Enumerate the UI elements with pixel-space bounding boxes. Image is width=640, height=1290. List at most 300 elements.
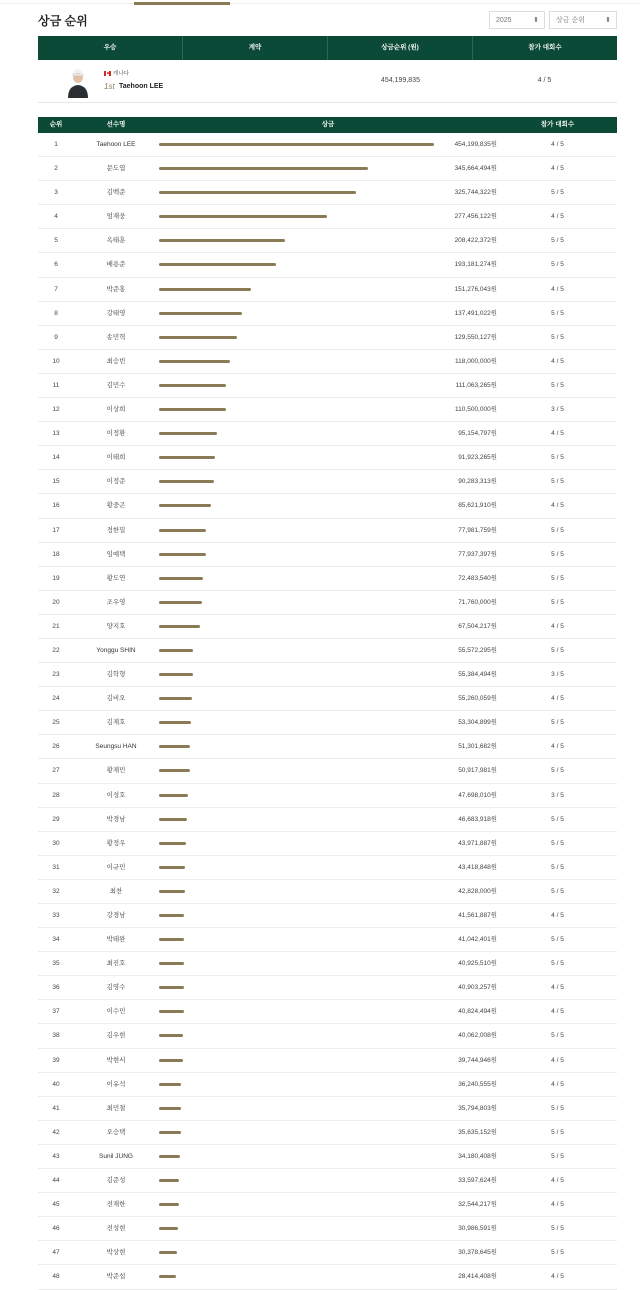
rank-cell: 5 (54, 237, 58, 245)
player-name-cell[interactable]: 전성현 (106, 1225, 126, 1233)
player-name-cell[interactable]: 강태영 (106, 309, 126, 317)
player-name-cell[interactable]: 박준섭 (106, 1273, 126, 1281)
events-cell: 3 / 5 (551, 791, 564, 799)
prize-money-cell: 129,550,127원 (454, 333, 497, 341)
prize-bar (159, 1275, 176, 1278)
table-row[interactable] (38, 639, 617, 663)
table-row[interactable] (38, 952, 617, 976)
events-cell: 4 / 5 (551, 1008, 564, 1016)
prize-bar (159, 794, 188, 797)
table-row[interactable] (38, 374, 617, 398)
player-name-cell[interactable]: 최승빈 (106, 357, 126, 365)
table-row[interactable] (38, 205, 617, 229)
prize-money-cell: 325,744,322원 (454, 189, 497, 197)
winner-events: 4 / 5 (537, 77, 552, 84)
prize-bar (159, 191, 356, 194)
events-cell: 5 / 5 (551, 237, 564, 245)
prize-money-cell: 95,154,797원 (458, 430, 497, 438)
table-row[interactable] (38, 1121, 617, 1145)
events-cell: 3 / 5 (551, 671, 564, 679)
prize-money-cell: 43,418,848원 (458, 863, 497, 871)
table-row[interactable] (38, 1169, 617, 1193)
player-name-cell[interactable]: 황중곤 (106, 502, 126, 510)
table-row[interactable] (38, 832, 617, 856)
table-row[interactable] (38, 422, 617, 446)
table-row[interactable] (38, 615, 617, 639)
table-row[interactable] (38, 1193, 617, 1217)
prize-money-cell: 90,283,313원 (458, 478, 497, 486)
table-row[interactable] (38, 519, 617, 543)
events-cell: 4 / 5 (551, 430, 564, 438)
prize-money-cell: 118,000,000원 (455, 357, 497, 365)
rank-cell: 39 (52, 1056, 60, 1064)
prize-bar (159, 1203, 179, 1206)
rank-cell: 47 (52, 1249, 60, 1257)
table-row[interactable] (38, 1097, 617, 1121)
player-name-cell[interactable]: 최민철 (106, 1104, 126, 1112)
player-photo[interactable] (64, 64, 92, 98)
prize-money-cell: 151,276,043원 (454, 285, 497, 293)
player-name-cell[interactable]: 김학형 (106, 671, 126, 679)
events-cell: 5 / 5 (551, 719, 564, 727)
prize-money-cell: 36,240,555원 (458, 1080, 497, 1088)
prize-money-cell: 32,544,217원 (458, 1201, 497, 1209)
table-row[interactable] (38, 326, 617, 350)
table-row[interactable] (38, 856, 617, 880)
prize-money-cell: 42,828,000원 (458, 887, 497, 895)
events-cell: 5 / 5 (551, 863, 564, 871)
rank-cell: 2 (54, 165, 58, 173)
canada-flag-icon (104, 71, 111, 76)
winner-money: 454,199,835 (381, 77, 420, 84)
table-row[interactable] (38, 302, 617, 326)
rank-cell: 35 (52, 960, 60, 968)
rank-cell: 40 (52, 1080, 60, 1088)
rank-cell: 7 (54, 285, 58, 293)
table-row[interactable] (38, 687, 617, 711)
events-cell: 4 / 5 (551, 213, 564, 221)
prize-money-cell: 77,981,759원 (458, 526, 497, 534)
table-row[interactable] (38, 1049, 617, 1073)
rank-cell: 23 (52, 671, 60, 679)
prize-bar (159, 336, 237, 339)
events-cell: 4 / 5 (551, 622, 564, 630)
prize-bar (159, 288, 251, 291)
table-row[interactable] (38, 543, 617, 567)
prize-bar (159, 962, 184, 965)
prize-bar (159, 1107, 181, 1110)
ranking-type-select-value: 상금 순위 (556, 17, 585, 24)
header-prize-rank: 상금순위 (원) (328, 36, 473, 60)
prize-bar (159, 480, 214, 483)
rank-cell: 17 (52, 526, 60, 534)
player-name-cell[interactable]: 황도연 (106, 574, 126, 582)
top-divider (0, 3, 640, 4)
player-name-cell[interactable]: 강경남 (106, 912, 126, 919)
prize-bar (159, 673, 193, 676)
table-row[interactable] (38, 735, 617, 759)
events-cell: 5 / 5 (551, 960, 564, 968)
prize-money-cell: 208,422,372원 (454, 237, 497, 245)
table-row[interactable] (38, 567, 617, 591)
prize-bar (159, 553, 206, 556)
table-row[interactable] (38, 928, 617, 952)
ranking-table-header (38, 117, 617, 133)
table-row[interactable] (38, 350, 617, 374)
player-name-cell[interactable]: 정한밀 (106, 526, 126, 534)
rank-cell: 22 (52, 646, 60, 654)
rank-cell: 34 (52, 936, 60, 944)
rank-cell: 8 (54, 309, 58, 317)
table-row[interactable] (38, 1000, 617, 1024)
table-row[interactable] (38, 1024, 617, 1048)
events-cell: 4 / 5 (551, 502, 564, 510)
prize-money-cell: 35,635,152원 (458, 1128, 497, 1136)
rank-cell: 21 (52, 622, 60, 630)
player-name-cell[interactable]: 김백준 (106, 189, 126, 197)
prize-money-cell: 47,698,010원 (458, 791, 497, 799)
prize-money-cell: 137,491,022원 (454, 309, 497, 317)
header-events: 참가 대회수 (528, 44, 562, 51)
table-row[interactable] (38, 784, 617, 808)
rank-cell: 48 (52, 1273, 60, 1281)
player-name-cell[interactable]: 김영수 (106, 984, 126, 992)
winner-row[interactable] (38, 60, 617, 103)
prize-money-cell: 40,824,494원 (458, 1008, 497, 1016)
events-cell: 5 / 5 (551, 1032, 564, 1040)
prize-bar (159, 408, 226, 411)
events-cell: 4 / 5 (551, 743, 564, 751)
winner-country: 캐나다 (113, 71, 129, 77)
prize-money-cell: 39,744,946원 (458, 1056, 497, 1064)
prize-money-cell: 55,384,494원 (458, 671, 497, 679)
prize-bar (159, 1083, 181, 1086)
table-row[interactable] (38, 1145, 617, 1169)
player-name-cell[interactable]: 문도엽 (106, 165, 126, 173)
rank-cell: 44 (52, 1177, 60, 1185)
player-name-cell[interactable]: 양지호 (106, 622, 126, 630)
events-cell: 5 / 5 (551, 1104, 564, 1112)
events-cell: 5 / 5 (551, 1152, 564, 1160)
table-row[interactable] (38, 278, 617, 302)
prize-bar (159, 577, 203, 580)
prize-bar (159, 769, 190, 772)
prize-money-cell: 110,500,000원 (455, 406, 497, 414)
prize-bar (159, 504, 211, 507)
header-events: 참가 대회수 (540, 121, 575, 128)
header-contract: 계약 (183, 36, 328, 60)
player-name-cell[interactable]: 황재민 (106, 767, 126, 775)
rank-cell: 30 (52, 839, 60, 847)
player-name-cell[interactable]: 김비오 (106, 695, 126, 703)
prize-bar (159, 432, 217, 435)
active-tab-indicator (134, 2, 230, 5)
rank-cell: 41 (52, 1104, 60, 1112)
prize-money-cell: 43,971,887원 (458, 839, 497, 847)
rank-cell: 32 (52, 887, 60, 895)
prize-money-cell: 72,483,540원 (458, 574, 497, 582)
table-row[interactable] (38, 133, 617, 157)
player-name-cell[interactable]: 이태희 (106, 454, 126, 462)
events-cell: 5 / 5 (551, 309, 564, 317)
rank-cell: 24 (52, 695, 60, 703)
table-row[interactable] (38, 808, 617, 832)
prize-money-cell: 50,917,981원 (458, 767, 497, 775)
player-name-cell[interactable]: 조우영 (106, 598, 126, 606)
player-name-cell[interactable]: 옥태훈 (106, 237, 126, 245)
prize-bar (159, 1251, 177, 1254)
events-cell: 4 / 5 (551, 1273, 564, 1281)
prize-money-cell: 91,923,265원 (458, 454, 497, 462)
prize-money-cell: 34,180,408원 (458, 1152, 497, 1160)
table-row[interactable] (38, 229, 617, 253)
events-cell: 5 / 5 (551, 936, 564, 944)
year-select[interactable] (489, 11, 545, 29)
player-name-cell[interactable]: Yonggu SHIN (96, 646, 136, 654)
rank-cell: 4 (54, 213, 58, 221)
table-row[interactable] (38, 253, 617, 277)
prize-bar (159, 1179, 179, 1182)
player-name-cell[interactable]: 이성호 (106, 791, 126, 799)
player-name-cell[interactable]: Seungsu HAN (95, 743, 137, 751)
player-name-cell[interactable]: Sunil JUNG (99, 1152, 133, 1160)
rank-cell: 15 (52, 478, 60, 486)
prize-money-cell: 40,903,257원 (458, 984, 497, 992)
player-name-cell[interactable]: 이수민 (106, 1008, 126, 1016)
prize-money-cell: 30,378,645원 (458, 1249, 497, 1257)
table-row[interactable] (38, 1241, 617, 1265)
table-row[interactable] (38, 904, 617, 928)
events-cell: 4 / 5 (551, 1080, 564, 1088)
table-row[interactable] (38, 157, 617, 181)
rank-cell: 1 (54, 141, 58, 148)
events-cell: 5 / 5 (551, 550, 564, 558)
rank-cell: 14 (52, 454, 60, 462)
events-cell: 4 / 5 (551, 141, 564, 148)
prize-money-cell: 41,042,401원 (458, 936, 497, 944)
player-name-cell[interactable]: 박경남 (106, 815, 126, 823)
prize-bar (159, 360, 230, 363)
year-select-value: 2025 (496, 17, 512, 24)
rank-cell: 11 (52, 381, 60, 389)
prize-money-cell: 46,683,918원 (458, 815, 497, 823)
player-name-cell[interactable]: 임예택 (106, 550, 126, 558)
prize-money-cell: 30,986,591원 (458, 1225, 497, 1233)
player-name-cell[interactable]: 최진호 (106, 960, 126, 968)
rank-cell: 16 (52, 502, 60, 510)
table-row[interactable] (38, 663, 617, 687)
rank-cell: 36 (52, 984, 60, 992)
events-cell: 5 / 5 (551, 478, 564, 486)
header-rank: 순위 (49, 121, 63, 128)
player-name-cell[interactable]: 박현서 (106, 1056, 126, 1064)
prize-bar (159, 312, 242, 315)
country-label (104, 69, 129, 77)
prize-bar (159, 384, 226, 387)
rank-cell: 29 (52, 815, 60, 823)
prize-money-cell: 40,925,510원 (458, 960, 497, 968)
header-prize: 상금 (321, 121, 335, 128)
events-cell: 4 / 5 (551, 1177, 564, 1185)
rank-cell: 45 (52, 1201, 60, 1209)
prize-bar (159, 1059, 183, 1062)
prize-money-cell: 41,561,887원 (458, 912, 497, 919)
player-name-cell[interactable]: 이정준 (106, 478, 126, 486)
player-name-cell[interactable]: 엄재웅 (106, 213, 126, 221)
prize-money-cell: 111,063,265원 (455, 381, 497, 389)
events-cell: 4 / 5 (551, 357, 564, 365)
player-name-cell[interactable]: Taehoon LEE (96, 141, 136, 148)
prize-bar (159, 601, 202, 604)
player-name-cell[interactable]: 황정우 (106, 839, 126, 847)
prize-bar (159, 1131, 181, 1134)
events-cell: 4 / 5 (551, 695, 564, 703)
table-row[interactable] (38, 1265, 617, 1289)
rank-cell: 12 (52, 406, 60, 414)
player-name-cell[interactable]: 송민혁 (106, 333, 126, 341)
ranking-table (38, 117, 617, 1290)
rank-cell: 18 (52, 550, 60, 558)
events-cell: 5 / 5 (551, 887, 564, 895)
prize-money-cell: 40,062,008원 (458, 1032, 497, 1040)
player-name-cell[interactable]: 오승택 (106, 1128, 126, 1136)
player-name-cell[interactable]: 이상희 (106, 406, 126, 414)
prize-money-cell: 85,621,910원 (458, 502, 497, 510)
events-cell: 5 / 5 (551, 1128, 564, 1136)
prize-bar (159, 167, 368, 170)
select-arrows-icon: ⬍ (533, 17, 539, 24)
header-player-name: 선수명 (106, 121, 126, 128)
prize-bar (159, 745, 190, 748)
player-name-cell[interactable]: 김준성 (106, 1177, 126, 1185)
player-name-cell[interactable]: 전재한 (106, 1201, 126, 1209)
prize-bar (159, 1227, 178, 1230)
winner-name[interactable]: Taehoon LEE (119, 83, 164, 90)
events-cell: 5 / 5 (551, 815, 564, 823)
rank-cell: 31 (52, 863, 60, 871)
events-cell: 5 / 5 (551, 1225, 564, 1233)
table-row[interactable] (38, 1217, 617, 1241)
prize-bar (159, 986, 184, 989)
prize-bar (159, 529, 206, 532)
rank-cell: 20 (52, 598, 60, 606)
table-row[interactable] (38, 494, 617, 518)
winner-rank: 1st (104, 82, 115, 91)
prize-bar (159, 890, 185, 893)
prize-money-cell: 55,260,059원 (458, 695, 497, 703)
table-row[interactable] (38, 470, 617, 494)
player-name-cell[interactable]: 박태완 (106, 936, 126, 944)
winner-table (38, 36, 617, 103)
player-name-cell[interactable]: 배용준 (106, 261, 126, 269)
events-cell: 5 / 5 (551, 598, 564, 606)
table-row[interactable] (38, 711, 617, 735)
player-name-cell[interactable]: 김재호 (106, 719, 126, 727)
prize-bar (159, 625, 200, 628)
prize-bar (159, 456, 215, 459)
prize-money-cell: 51,301,682원 (458, 743, 497, 751)
prize-money-cell: 28,414,408원 (458, 1273, 497, 1281)
prize-bar (159, 842, 186, 845)
player-name-cell[interactable]: 이유석 (106, 1080, 126, 1088)
events-cell: 4 / 5 (551, 285, 564, 293)
rank-cell: 38 (52, 1032, 60, 1040)
rank-cell: 6 (54, 261, 58, 269)
prize-bar (159, 1010, 184, 1013)
prize-bar (159, 818, 187, 821)
page-title: 상금 순위 (38, 14, 88, 28)
player-name-cell[interactable]: 김민수 (106, 381, 126, 389)
header-winner: 우승 (38, 36, 183, 60)
rank-cell: 46 (52, 1225, 60, 1233)
table-row[interactable] (38, 976, 617, 1000)
player-name-cell[interactable]: 이정환 (106, 430, 126, 438)
winner-table-header (38, 36, 617, 60)
rank-cell: 28 (52, 791, 60, 799)
rank-cell: 27 (52, 767, 60, 775)
table-row[interactable] (38, 181, 617, 205)
prize-bar (159, 1155, 180, 1158)
prize-bar (159, 697, 192, 700)
ranking-type-select[interactable] (549, 11, 617, 29)
prize-money-cell: 277,456,122원 (454, 213, 497, 221)
prize-money-cell: 55,572,295원 (458, 646, 497, 654)
prize-bar (159, 866, 185, 869)
table-row[interactable] (38, 446, 617, 470)
player-name-cell[interactable]: 박상현 (106, 1249, 126, 1257)
events-cell: 5 / 5 (551, 839, 564, 847)
events-cell: 5 / 5 (551, 646, 564, 654)
events-cell: 4 / 5 (551, 165, 564, 173)
player-name-cell[interactable]: 박준홍 (106, 285, 126, 293)
events-cell: 5 / 5 (551, 767, 564, 775)
rank-cell: 42 (52, 1128, 60, 1136)
table-row[interactable] (38, 759, 617, 783)
prize-money-cell: 67,504,217원 (458, 622, 497, 630)
events-cell: 4 / 5 (551, 1201, 564, 1209)
table-row[interactable] (38, 1073, 617, 1097)
table-row[interactable] (38, 591, 617, 615)
rank-cell: 37 (52, 1008, 60, 1016)
select-arrows-icon: ⬍ (605, 17, 611, 24)
rank-cell: 25 (52, 719, 60, 727)
prize-money-cell: 33,597,624원 (458, 1177, 497, 1185)
prize-bar (159, 721, 191, 724)
prize-bar (159, 263, 276, 266)
prize-money-cell: 454,199,835원 (454, 141, 497, 148)
events-cell: 4 / 5 (551, 1056, 564, 1064)
prize-money-cell: 53,304,899원 (458, 719, 497, 727)
rank-cell: 9 (54, 333, 58, 341)
events-cell: 5 / 5 (551, 381, 564, 389)
events-cell: 4 / 5 (551, 912, 564, 919)
prize-money-cell: 35,794,803원 (458, 1104, 497, 1112)
rank-cell: 19 (52, 574, 60, 582)
player-name-cell[interactable]: 이규민 (106, 863, 126, 871)
prize-money-cell: 193,181,274원 (454, 261, 497, 269)
ranking-rows (38, 133, 617, 1290)
table-row[interactable] (38, 398, 617, 422)
prize-bar (159, 215, 327, 218)
rank-cell: 43 (52, 1152, 60, 1160)
prize-bar (159, 1034, 183, 1037)
table-row[interactable] (38, 880, 617, 904)
player-name-cell[interactable]: 최찬 (109, 887, 123, 895)
prize-bar (159, 914, 184, 917)
player-name-cell[interactable]: 김우현 (106, 1032, 126, 1040)
prize-money-cell: 71,760,000원 (458, 598, 497, 606)
prize-bar (159, 649, 193, 652)
